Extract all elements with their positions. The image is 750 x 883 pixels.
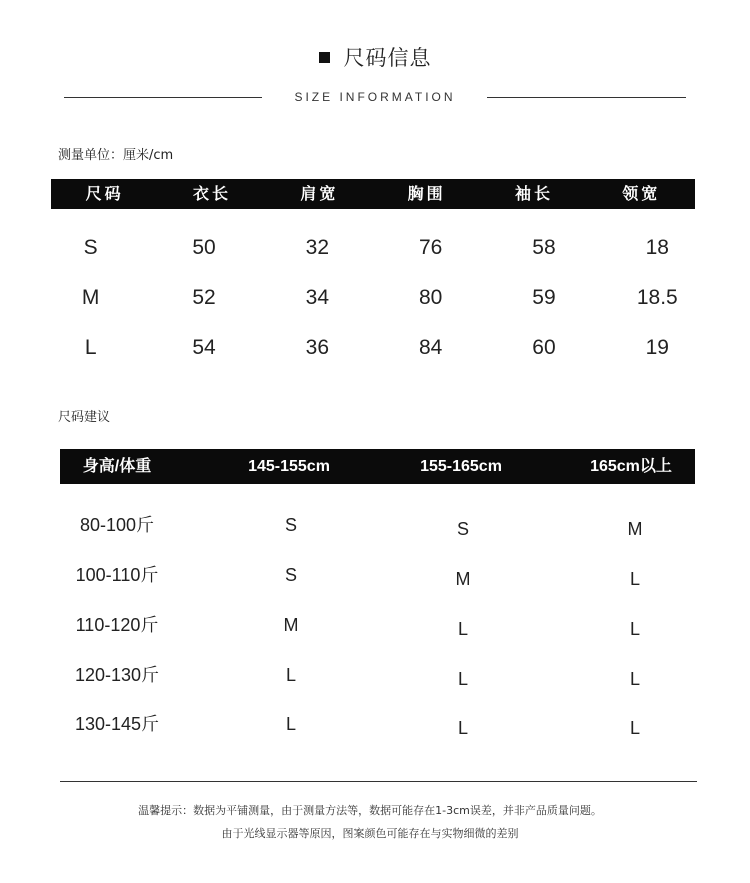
table-cell: M <box>283 615 299 635</box>
table-cell: L <box>457 669 469 689</box>
table-cell: 120-130斤 <box>74 665 160 685</box>
table-row <box>34 333 714 363</box>
table-cell: L <box>629 619 641 639</box>
table-row <box>34 283 714 313</box>
table-cell: 84 <box>418 336 443 359</box>
table-cell: 76 <box>418 236 443 259</box>
square-bullet-icon <box>319 52 330 63</box>
table-cell: 58 <box>532 236 556 259</box>
size-table-header <box>51 179 695 209</box>
table-cell: 80-100斤 <box>79 515 155 535</box>
table-cell: 18.5 <box>636 286 678 309</box>
footer-divider <box>60 781 697 782</box>
range-155-col-header: 155-165cm <box>420 458 502 475</box>
table-cell: S <box>456 519 470 539</box>
table-cell: 36 <box>305 336 329 359</box>
advice-table-header <box>60 449 695 484</box>
table-cell: 34 <box>305 286 329 309</box>
table-row <box>0 510 750 540</box>
footer-note: 由于光线显示器等原因，图案颜色可能存在与实物细微的差别 <box>221 827 519 840</box>
height-weight-col-header: 身高/体重 <box>82 458 152 475</box>
table-cell: 18 <box>645 236 669 259</box>
table-cell: 54 <box>192 336 216 359</box>
table-row <box>0 610 750 640</box>
title-row <box>0 42 750 72</box>
range-165-col-header: 165cm以上 <box>590 458 672 475</box>
table-cell: S <box>284 515 298 535</box>
table-row <box>0 709 750 739</box>
table-row <box>0 660 750 690</box>
table-cell: L <box>84 336 97 359</box>
unit-label: 测量单位：厘米/cm <box>58 148 174 163</box>
page-subtitle: SIZE INFORMATION <box>294 90 456 104</box>
table-cell: S <box>83 236 98 259</box>
size-col-header: 尺码 <box>85 184 124 203</box>
table-cell: 110-120斤 <box>75 615 159 635</box>
table-row <box>34 233 714 263</box>
table-cell: 80 <box>418 286 443 309</box>
table-cell: 19 <box>645 336 669 359</box>
table-cell: L <box>629 718 641 738</box>
table-cell: 130-145斤 <box>74 714 160 734</box>
table-cell: M <box>81 286 100 309</box>
page-title: 尺码信息 <box>343 46 432 70</box>
right-rule <box>487 97 686 98</box>
shoulder-col-header: 肩宽 <box>300 184 339 203</box>
footer-note: 温馨提示：数据为平铺测量，由于测量方法等，数据可能存在1-3cm误差，并非产品质量问题。 <box>138 804 602 817</box>
table-cell: 52 <box>192 286 216 309</box>
table-cell: 100-110斤 <box>75 565 159 585</box>
table-cell: L <box>629 669 641 689</box>
chest-col-header: 胸围 <box>407 184 446 203</box>
table-cell: 59 <box>532 286 556 309</box>
collar-col-header: 领宽 <box>622 184 661 203</box>
table-row <box>0 560 750 590</box>
table-cell: L <box>285 714 297 734</box>
table-cell: L <box>457 619 469 639</box>
advice-label: 尺码建议 <box>58 410 111 425</box>
table-cell: 60 <box>532 336 556 359</box>
table-cell: L <box>285 665 297 685</box>
table-cell: M <box>455 569 471 589</box>
table-cell: 50 <box>192 236 216 259</box>
table-cell: S <box>284 565 298 585</box>
table-cell: M <box>627 519 643 539</box>
table-cell: L <box>629 569 641 589</box>
sleeve-col-header: 袖长 <box>514 184 553 203</box>
table-cell: L <box>457 718 469 738</box>
table-cell: 32 <box>305 236 329 259</box>
length-col-header: 衣长 <box>192 184 231 203</box>
range-145-col-header: 145-155cm <box>248 458 330 475</box>
